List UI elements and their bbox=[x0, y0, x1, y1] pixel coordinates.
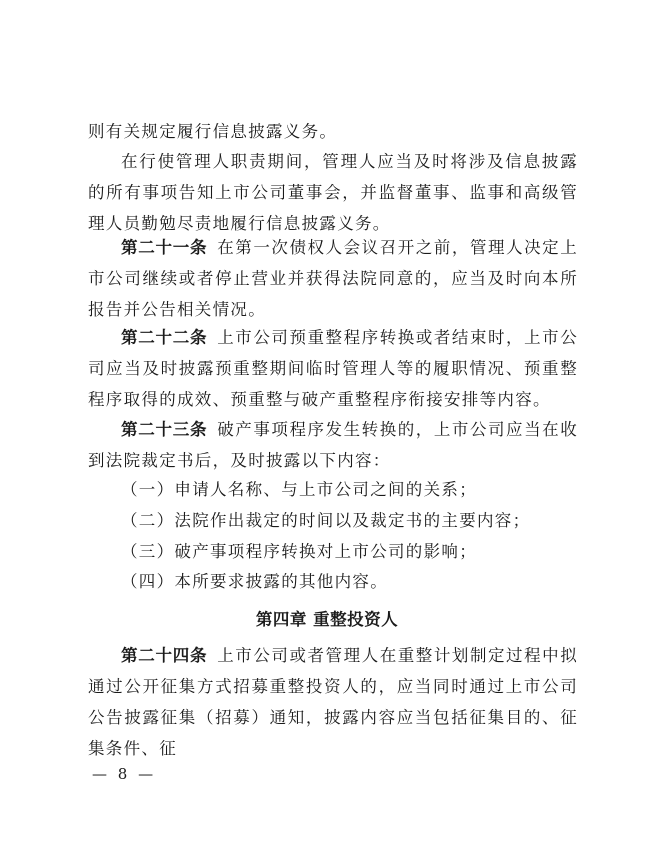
article-22 bbox=[88, 322, 578, 415]
paragraph-text: 在行使管理人职责期间，管理人应当及时将涉及信息披露的所有事项告知上市公司董事会，并监督董事、监事和高级管理人员勤勉尽责地履行信息披露义务。 bbox=[88, 152, 578, 233]
list-item: （四）本所要求披露的其他内容。 bbox=[121, 572, 388, 591]
chapter-title: 第四章 重整投资人 bbox=[255, 610, 399, 629]
article-heading: 第二十一条 bbox=[121, 238, 208, 257]
article-24 bbox=[88, 640, 578, 764]
paragraph-continuation bbox=[88, 116, 578, 147]
article-heading: 第二十四条 bbox=[121, 646, 208, 665]
article-text: 上市公司或者管理人在重整计划制定过程中拟通过公开征集方式招募重整投资人的，应当同时通过上市公司公告披露征集（招募）通知，披露内容应当包括征集目的、征集条件、征 bbox=[88, 646, 578, 758]
list-item: （一）申请人名称、与上市公司之间的关系； bbox=[121, 480, 477, 499]
article-text: 上市公司预重整程序转换或者结束时，上市公司应当及时披露预重整期间临时管理人等的履职情况、预重整程序取得的成效、预重整与破产重整程序衔接安排等内容。 bbox=[88, 328, 578, 409]
page-number: — 8 — bbox=[92, 765, 157, 783]
article-text: 破产事项程序发生转换的，上市公司应当在收到法院裁定书后，及时披露以下内容： bbox=[88, 420, 578, 470]
paragraph-text: 则有关规定履行信息披露义务。 bbox=[88, 122, 338, 141]
article-heading: 第二十三条 bbox=[121, 420, 208, 439]
article-text: 在第一次债权人会议召开之前，管理人决定上市公司继续或者停止营业并获得法院同意的，应当及时向本所报告并公告相关情况。 bbox=[88, 238, 578, 319]
list-item: （二）法院作出裁定的时间以及裁定书的主要内容； bbox=[121, 511, 531, 530]
list-item: （三）破产事项程序转换对上市公司的影响； bbox=[121, 542, 477, 561]
article-heading: 第二十二条 bbox=[121, 328, 208, 347]
paragraph-manager-duties bbox=[88, 146, 578, 239]
article-23 bbox=[88, 414, 578, 476]
article-21 bbox=[88, 232, 578, 325]
